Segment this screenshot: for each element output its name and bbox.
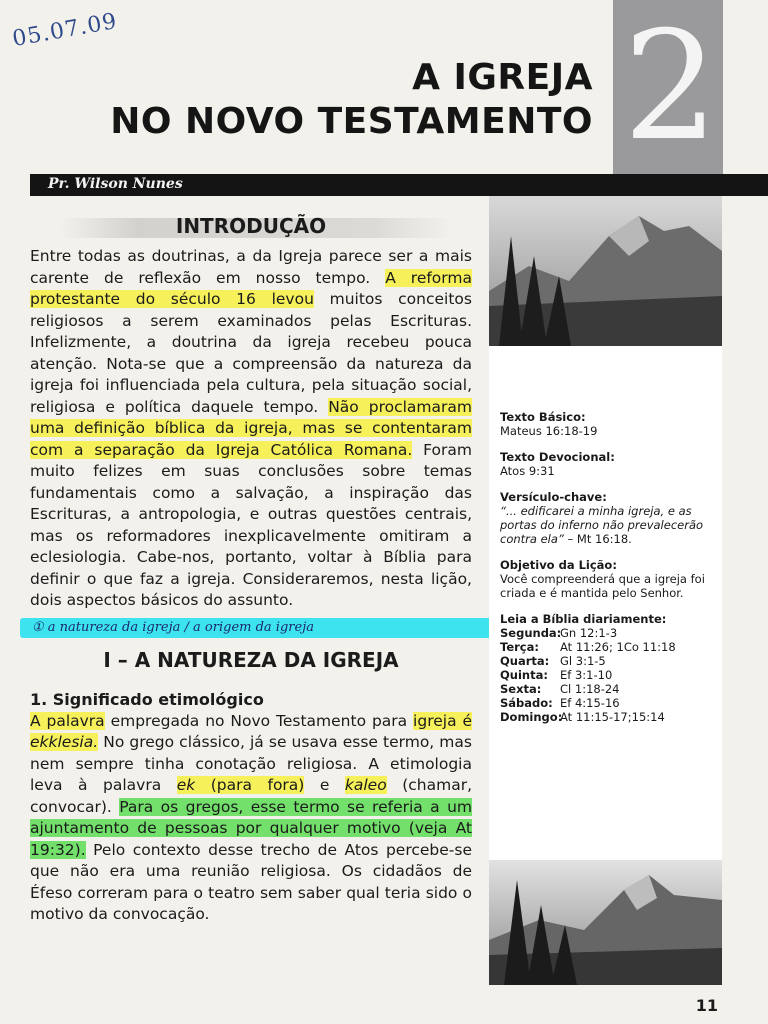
main-column bbox=[30, 200, 472, 926]
day-ref: Gn 12:1-3 bbox=[560, 626, 618, 640]
text-run: Pelo contexto desse trecho de Atos percebe-se que não era uma reunião religiosa. Os cidadãos de Éfeso correram para o teatro sem saber qual teria sido o motivo da convocação. bbox=[30, 840, 472, 923]
day-ref: Ef 4:15-16 bbox=[560, 696, 620, 710]
sidebar-label: Texto Básico: bbox=[500, 410, 586, 424]
text-run: Entre todas as doutrinas, a da Igreja parece ser a mais carente de reflexão em nosso tempo. bbox=[30, 247, 472, 287]
sidebar-label: Texto Devocional: bbox=[500, 450, 615, 464]
day-ref: At 11:15-17;15:14 bbox=[560, 710, 665, 724]
day-ref: Cl 1:18-24 bbox=[560, 682, 620, 696]
sidebar-label: Objetivo da Lição: bbox=[500, 558, 617, 572]
verse-text: “... edificarei a minha igreja, e as portas do inferno não prevalecerão contra ela” bbox=[500, 504, 704, 546]
highlight-green: Para os gregos, esse termo se referia a um ajuntamento de pessoas por qualquer motivo (veja At 19:32). bbox=[30, 797, 473, 859]
mountain-landscape-image bbox=[489, 196, 722, 346]
handwritten-note: ① a natureza da igreja / a origem da igreja bbox=[20, 618, 502, 638]
day-label: Segunda: bbox=[500, 626, 562, 640]
highlight-yellow: kaleo bbox=[344, 776, 387, 794]
lesson-title bbox=[110, 56, 593, 144]
author-bar bbox=[30, 174, 768, 196]
highlight-yellow: A reforma protestante do século 16 levou bbox=[30, 268, 472, 308]
text-run: muitos conceitos religiosos a serem examinados pelas Escrituras. Infelizmente, a doutrina da igreja recebeu pouca atenção. Nota-se que a compreensão da natureza da igreja foi influenciada pela cultura, pela situação social, religiosa e política daquele tempo. bbox=[30, 290, 472, 416]
title-line-2: NO NOVO TESTAMENTO bbox=[110, 101, 593, 142]
sidebar-label: Leia a Bíblia diariamente: bbox=[500, 612, 667, 626]
texto-devocional bbox=[500, 450, 712, 478]
day-label: Quarta: bbox=[500, 654, 550, 668]
leitura-diaria bbox=[500, 612, 712, 724]
sidebar-value: Atos 9:31 bbox=[500, 464, 555, 478]
texto-basico bbox=[500, 410, 712, 438]
intro-paragraph bbox=[30, 246, 472, 612]
reading-schedule bbox=[500, 626, 712, 724]
sidebar-value bbox=[500, 504, 712, 546]
day-label: Domingo: bbox=[500, 710, 563, 724]
author-name: Pr. Wilson Nunes bbox=[48, 176, 183, 192]
mountain-landscape-image bbox=[489, 860, 722, 985]
objetivo bbox=[500, 558, 712, 600]
day-label: Sábado: bbox=[500, 696, 553, 710]
sidebar-value: Você compreenderá que a igreja foi criada e é mantida pelo Senhor. bbox=[500, 572, 705, 600]
title-line-1: A IGREJA bbox=[412, 57, 593, 98]
intro-heading: INTRODUÇÃO bbox=[30, 200, 472, 246]
day-ref: At 11:26; 1Co 11:18 bbox=[560, 640, 676, 654]
section-heading: I – A NATUREZA DA IGREJA bbox=[103, 647, 399, 672]
highlight-yellow: igreja é bbox=[413, 711, 472, 730]
text-run: No grego clássico, já se usava esse termo, mas nem sempre tinha conotação religiosa. A etimologia leva à palavra bbox=[30, 733, 472, 794]
sidebar-value: Mateus 16:18-19 bbox=[500, 424, 598, 438]
highlight-yellow: A palavra bbox=[30, 711, 105, 730]
highlight-yellow: Não proclamaram uma definição bíblica da igreja, mas se contentaram com a separação da Igreja Católica Romana. bbox=[30, 397, 472, 459]
day-ref: Ef 3:1-10 bbox=[560, 668, 613, 682]
highlight-yellow: (para fora) bbox=[195, 776, 305, 794]
text-run: (chamar, convocar). bbox=[30, 776, 473, 816]
handwritten-date: 05.07.09 bbox=[10, 8, 120, 53]
lesson-number-block bbox=[613, 0, 723, 180]
day-label: Quinta: bbox=[500, 668, 548, 682]
day-label: Terça: bbox=[500, 640, 539, 654]
text-run: empregada no Novo Testamento para bbox=[104, 711, 414, 730]
section-paragraph bbox=[30, 711, 472, 926]
highlight-yellow: ek bbox=[176, 776, 196, 794]
text-run: e bbox=[304, 776, 345, 794]
text-run: Foram muito felizes em suas conclusões sobre temas fundamentais como a salvação, a inspiração das Escrituras, a antropologia, e outras questões centrais, mas os reformadores inexplicavelmente omitiram a eclesiologia. Cabe-nos, portanto, voltar à Bíblia para definir o que faz a igreja. Consideraremos, nesta lição, dois aspectos básicos do assunto. bbox=[30, 440, 472, 609]
sidebar-label: Versículo-chave: bbox=[500, 490, 607, 504]
lesson-number: 2 bbox=[623, 0, 719, 174]
page-number: 11 bbox=[695, 996, 718, 1015]
day-ref: Gl 3:1-5 bbox=[560, 654, 606, 668]
versiculo-chave bbox=[500, 490, 712, 546]
day-label: Sexta: bbox=[500, 682, 542, 696]
lesson-sidebar bbox=[500, 410, 712, 736]
subsection-heading: 1. Significado etimológico bbox=[30, 689, 264, 709]
verse-ref: – Mt 16:18. bbox=[563, 532, 632, 546]
highlight-yellow: ekklesia. bbox=[30, 733, 99, 751]
